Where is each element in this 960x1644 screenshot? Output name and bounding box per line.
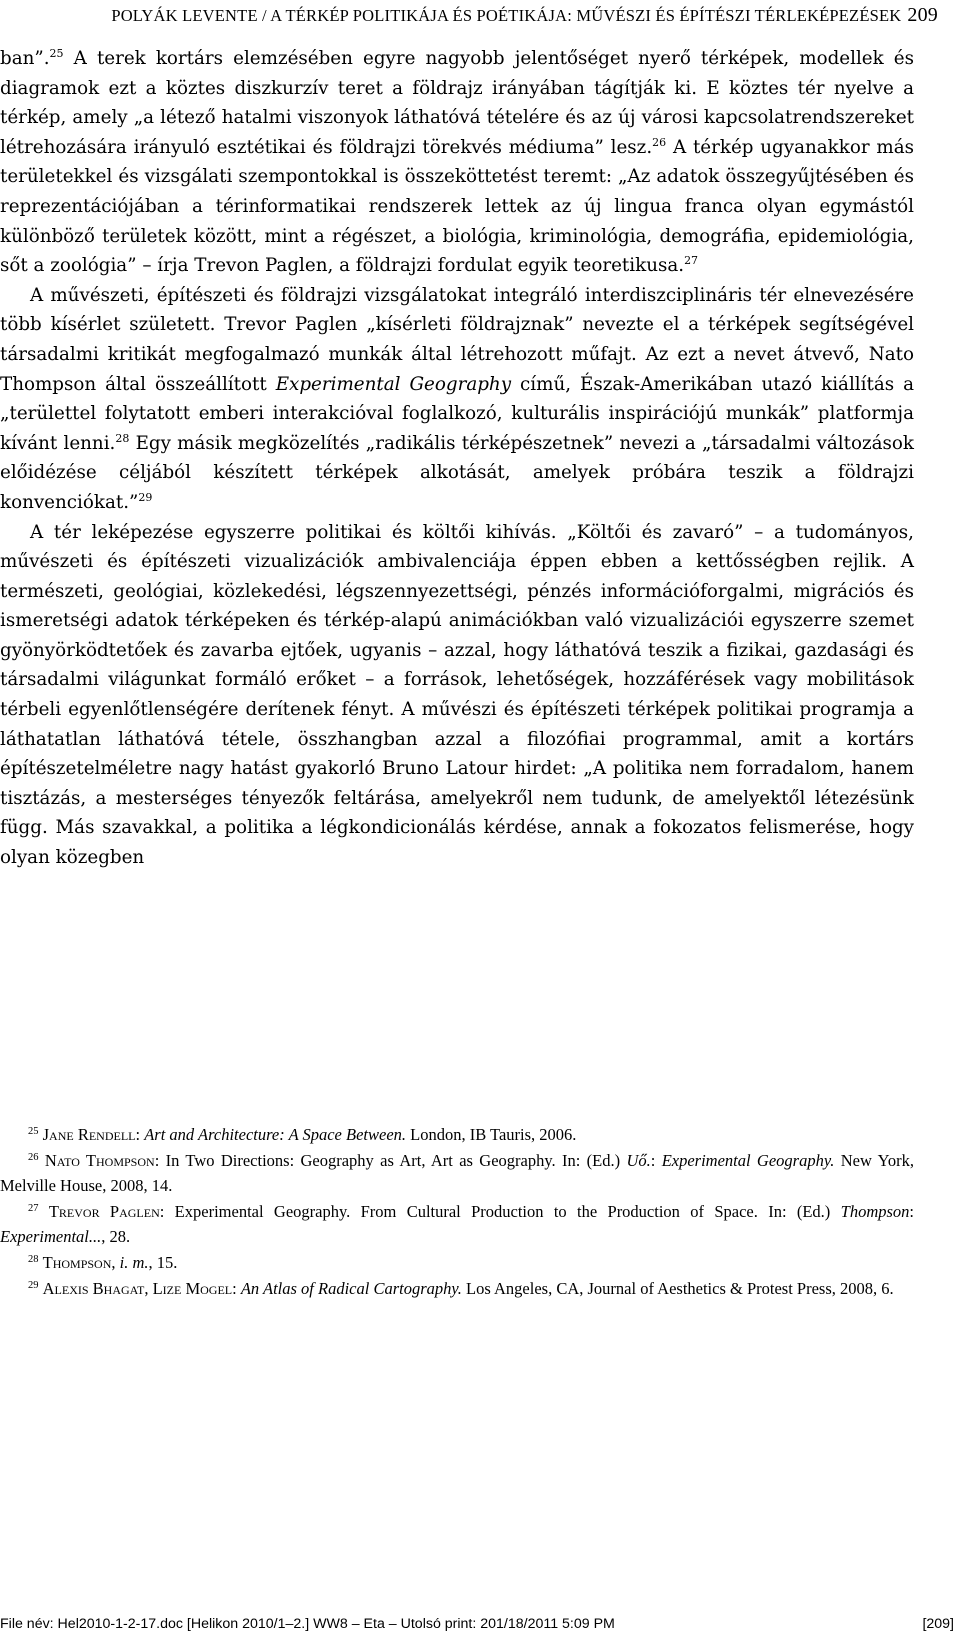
footnote-author: Nato Thompson	[44, 1150, 155, 1170]
text-run: A térkép ugyanakkor más területekkel és vizsgálati szempontokkal is összeköttetést teremt: „Az adatok összegyűjtésében és reprezentációjában a térinformatikai rendszerek lettek az új lingua franca olyan egymástól különböző területek között, mint a régészet, a biológia, kriminológia, demográfia, epidemiológia, sőt a zoológia” – írja Trevon Paglen, a földrajzi fordulat egyik teoretikusa.	[0, 136, 914, 277]
text-run: Los Angeles, CA, Journal of Aesthetics & Protest Press, 2008, 6.	[461, 1278, 894, 1298]
footnote-title: Experimental Geography.	[661, 1150, 835, 1170]
text-run: :	[650, 1150, 662, 1170]
footnote-title: Experimental...	[0, 1227, 102, 1247]
footnote-ref-27[interactable]: 27	[684, 254, 699, 268]
text-run: : In Two Directions: Geography as Art, Art as Geography. In: (Ed.)	[154, 1150, 627, 1170]
footnote-28	[0, 1250, 914, 1276]
footnote-number: 25	[28, 1126, 39, 1137]
text-run: ban”.	[0, 48, 50, 69]
file-footer	[0, 1614, 960, 1634]
text-run: , 15.	[148, 1252, 178, 1272]
page-number: 209	[907, 4, 938, 26]
text-run: :	[232, 1278, 241, 1298]
paragraph-3: A tér leképezése egyszerre politikai és költői kihívás. „Költői és zavaró” – a tudományos, művészeti és építészeti vizualizációk ambivalenciája éppen ebben a kettősségben rejlik. A természeti, geológiai, közlekedési, légszennyezettségi, pénzés információforgalmi, migrációs és ismeretségi adatok térképeken és térkép-alapú animációkban való vizualizációi egyszerre szemet gyönyörködtetőek és zavarba ejtőek, ugyanis – azzal, hogy láthatóvá teszik a fizikai, gazdasági és társadalmi világunkat formáló erőket – a források, lehetőségek, hozzáférések vagy mobilitások térbeli egyenlőtlenségére derítenek fényt. A művészi és építészeti térképek politikai programja a láthatatlan láthatóvá tétele, összhangban azzal a filozófiai programmal, amit a kortárs építészetelméletre nagy hatást gyakorló Bruno Latour hirdet: „A politika nem forradalom, hanem tisztázás, a mesterséges tényezők feltárása, amelyekről nem tudunk, de amelyektől létezésünk függ. Más szavakkal, a politika a légkondicionálás kérdése, annak a fokozatos felismerése, hogy olyan közegben	[0, 521, 914, 869]
text-run: : Experimental Geography. From Cultural Production to the Production of Space. In: (Ed.)	[159, 1201, 841, 1221]
footnote-author: Jane Rendell	[42, 1125, 136, 1144]
footnote-title: Art and Architecture: A Space Between.	[144, 1125, 407, 1144]
footnote-ref-25[interactable]: 25	[49, 47, 64, 60]
footnote-ref-26[interactable]: 26	[652, 135, 667, 149]
text-run: , 28.	[101, 1227, 131, 1247]
footnote-ref-29[interactable]: 29	[138, 490, 153, 504]
footnote-27	[0, 1199, 914, 1250]
footnote-ibid: i. m.	[119, 1252, 149, 1272]
body-text	[0, 44, 914, 873]
text-run: Egy másik megközelítés „radikális térképészetnek” nevezi a „társadalmi változások előidézése céljából készített térképek alkotását, amelyek próbára teszik a földrajzi konvenciókat.”	[0, 432, 914, 513]
file-info: File név: Hel2010-1-2-17.doc [Helikon 2010/1–2.] WW8 – Eta – Utolsó print: 201/18/2011 5:09 PM	[0, 1616, 615, 1632]
running-title: POLYÁK LEVENTE / A TÉRKÉP POLITIKÁJA ÉS POÉTIKÁJA: MŰVÉSZI ÉS ÉPÍTÉSZI TÉRLEKÉPEZÉSEK	[111, 6, 902, 25]
footnote-editor: Thompson	[840, 1201, 910, 1221]
running-header	[22, 4, 938, 27]
paragraph-1	[0, 44, 914, 281]
footnote-author: Thompson	[42, 1252, 112, 1272]
footnote-author: Lize Mogel	[152, 1278, 233, 1298]
footnote-number: 26	[28, 1151, 39, 1163]
footnote-title: An Atlas of Radical Cartography.	[240, 1278, 462, 1298]
text-run: A művészeti, építészeti és földrajzi vizsgálatokat integráló interdiszciplináris tér elnevezésére több kísérlet született. Trevor Paglen „kísérleti földrajznak” nevezte el a térképek segítségével társadalmi kritikát megfogalmazó munkák által létrehozott műfajt. Az ezt a nevet átvevő, Nato Thompson által összeállított	[0, 284, 914, 395]
footnote-number: 29	[28, 1279, 39, 1291]
text-run: :	[909, 1201, 914, 1221]
footnote-author: Alexis Bhagat	[42, 1278, 145, 1298]
footnotes	[0, 1122, 914, 1301]
footnote-ref-28[interactable]: 28	[115, 431, 130, 445]
text-run: A terek kortárs elemzésében egyre nagyobb jelentőséget nyerő térképek, modellek és diagramok ezt a köztes diszkurzív teret a földrajz irányában tágítják ki. E köztes tér nyelve a térkép, amely „a létező hatalmi viszonyok láthatóvá tételére és az új városi kapcsolatrendszereket létrehozására irányuló esztétikai és földrajzi törekvés médiuma” lesz.	[0, 48, 914, 158]
footnote-number: 27	[28, 1202, 39, 1214]
text-run: :	[135, 1125, 145, 1144]
paragraph-2	[0, 281, 914, 518]
footnote-29	[0, 1276, 914, 1302]
text-run: ,	[111, 1252, 120, 1272]
footnote-number: 28	[28, 1253, 39, 1265]
footnote-26	[0, 1148, 914, 1199]
footer-page-number: [209]	[922, 1616, 954, 1632]
text-run: New York, Melville House, 2008, 14.	[0, 1150, 915, 1196]
footnote-25	[0, 1122, 914, 1148]
text-run: című, Észak-Amerikában utazó kiállítás a „területtel folytatott emberi interakcióval foglalkozó, kulturális inspirációjú munkák” platformja kívánt lenni.	[0, 373, 915, 454]
exhibition-title: Experimental Geography	[275, 373, 512, 395]
footnote-author: Trevor Paglen	[48, 1201, 160, 1221]
footnote-editor: Uő.	[626, 1150, 651, 1170]
text-run: ,	[144, 1278, 153, 1298]
text-run: London, IB Tauris, 2006.	[406, 1125, 577, 1144]
